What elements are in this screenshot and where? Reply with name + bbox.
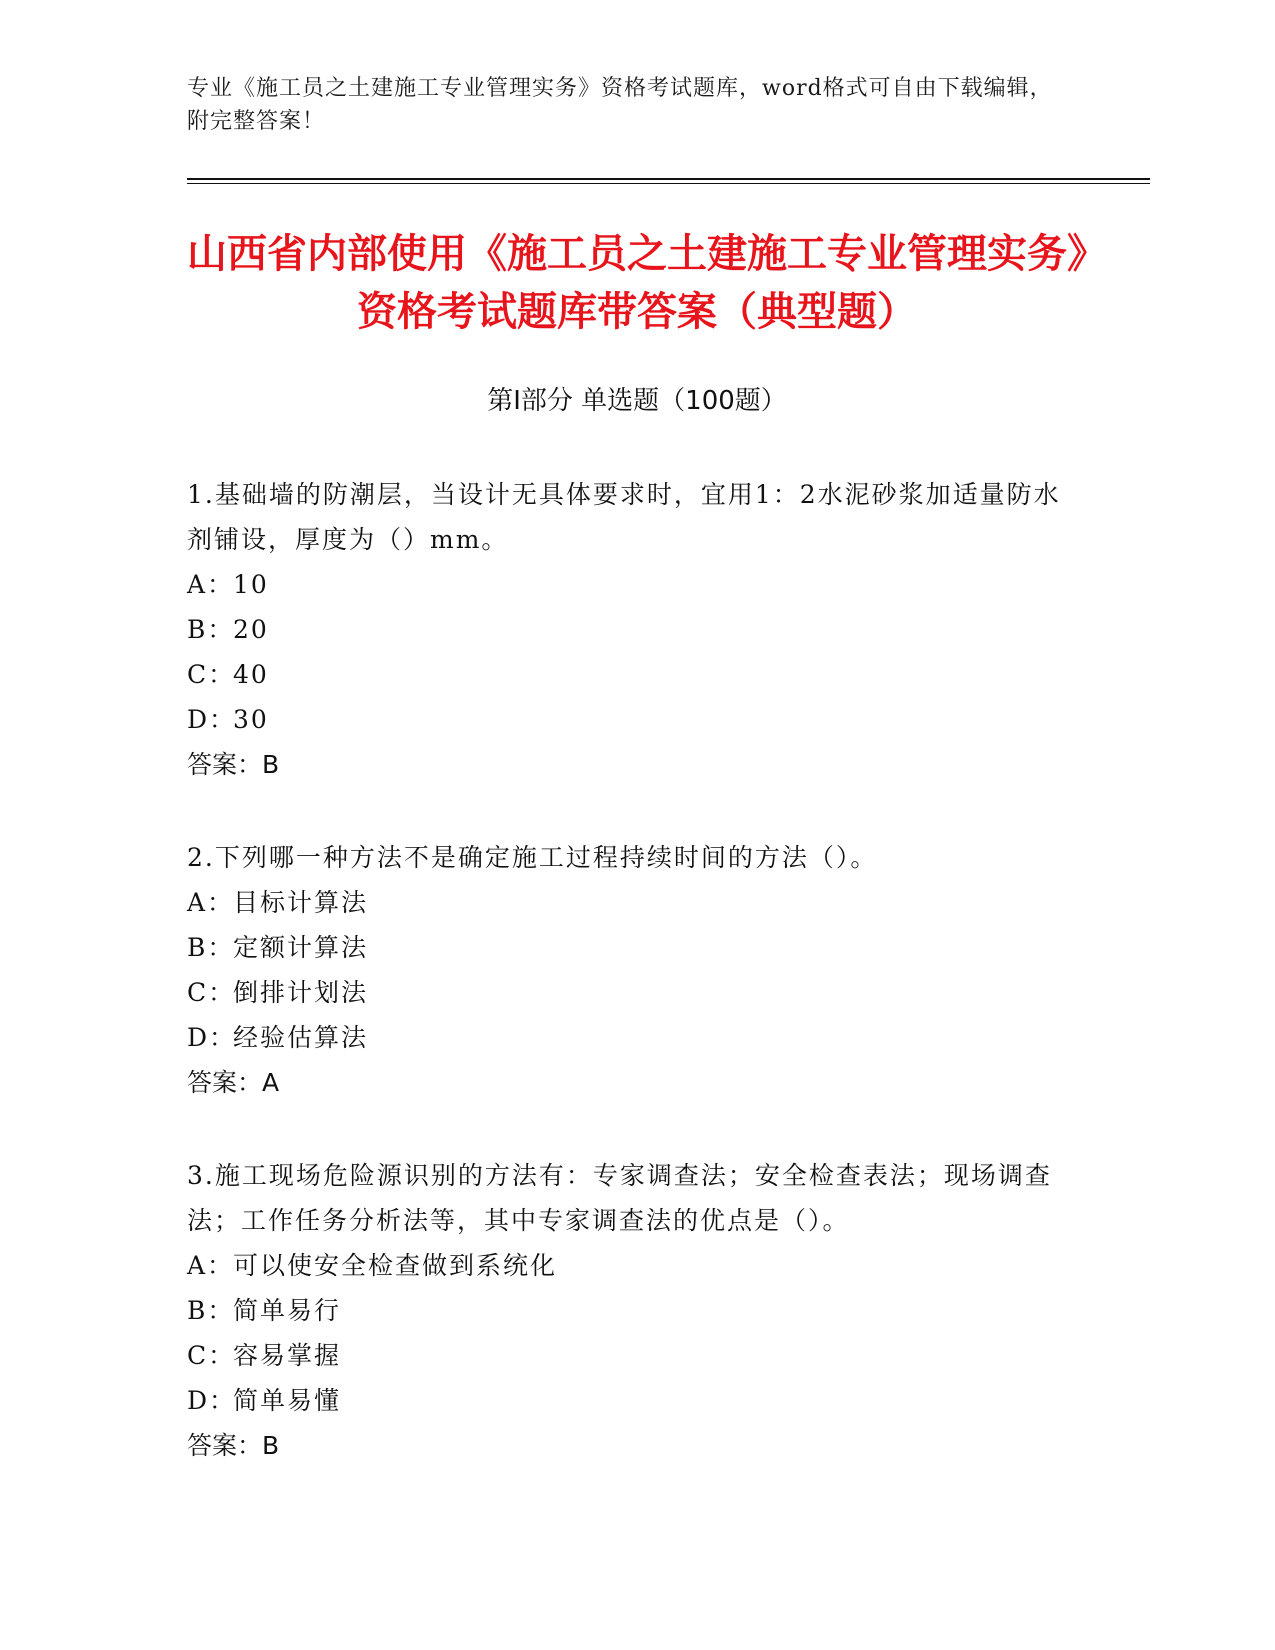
- option-letter: C：: [187, 978, 236, 1007]
- option-letter: B：: [187, 933, 235, 962]
- option-b: [187, 1288, 1087, 1333]
- option-text: 定额计算法: [233, 933, 369, 962]
- option-text: 20: [233, 615, 269, 644]
- option-b: [187, 925, 1087, 970]
- question-1: [187, 472, 1087, 787]
- answer-label: 答案：: [187, 1431, 263, 1460]
- option-text: 40: [233, 660, 269, 689]
- question-stem: 1.基础墙的防潮层，当设计无具体要求时，宜用1：2水泥砂浆加适量防水剂铺设，厚度为（）mm。: [187, 480, 1061, 554]
- answer-label: 答案：: [187, 750, 263, 779]
- option-letter: B：: [187, 1296, 235, 1325]
- option-letter: C：: [187, 1341, 236, 1370]
- answer-line: [187, 1423, 1087, 1468]
- option-d: [187, 697, 1087, 742]
- option-a: [187, 562, 1087, 607]
- option-letter: A：: [187, 570, 235, 599]
- answer-value: B: [262, 750, 280, 779]
- answer-value: A: [262, 1068, 280, 1097]
- header-divider-thick: [187, 178, 1150, 180]
- option-c: [187, 1333, 1087, 1378]
- option-letter: A：: [187, 888, 235, 917]
- question-2: [187, 835, 1087, 1105]
- question-list: [187, 472, 1087, 1516]
- option-d: [187, 1015, 1087, 1060]
- option-c: [187, 652, 1087, 697]
- header-divider-thin: [187, 183, 1150, 184]
- header-note: 专业《施工员之土建施工专业管理实务》资格考试题库，word格式可自由下载编辑，附完整答案！: [187, 76, 1053, 134]
- option-text: 简单易行: [233, 1296, 342, 1325]
- option-d: [187, 1378, 1087, 1423]
- option-letter: D：: [187, 705, 237, 734]
- option-text: 10: [233, 570, 269, 599]
- option-letter: A：: [187, 1251, 235, 1280]
- question-3: [187, 1153, 1087, 1468]
- option-text: 经验估算法: [233, 1023, 369, 1052]
- answer-label: 答案：: [187, 1068, 263, 1097]
- option-letter: B：: [187, 615, 235, 644]
- answer-value: B: [262, 1431, 280, 1460]
- option-c: [187, 970, 1087, 1015]
- option-b: [187, 607, 1087, 652]
- answer-line: [187, 742, 1087, 787]
- question-stem: 3.施工现场危险源识别的方法有：专家调查法；安全检查表法；现场调查法；工作任务分析法等，其中专家调查法的优点是（）。: [187, 1161, 1052, 1235]
- option-text: 简单易懂: [233, 1386, 342, 1415]
- option-letter: D：: [187, 1386, 237, 1415]
- option-text: 30: [233, 705, 269, 734]
- option-text: 可以使安全检查做到系统化: [233, 1251, 558, 1280]
- answer-line: [187, 1060, 1087, 1105]
- option-a: [187, 1243, 1087, 1288]
- option-text: 容易掌握: [233, 1341, 342, 1370]
- option-text: 目标计算法: [233, 888, 369, 917]
- question-stem: 2.下列哪一种方法不是确定施工过程持续时间的方法（）。: [187, 843, 878, 872]
- option-text: 倒排计划法: [233, 978, 369, 1007]
- option-letter: C：: [187, 660, 236, 689]
- section-title: 第I部分 单选题（100题）: [487, 386, 787, 416]
- option-letter: D：: [187, 1023, 237, 1052]
- option-a: [187, 880, 1087, 925]
- document-title: 山西省内部使用《施工员之土建施工专业管理实务》资格考试题库带答案（典型题）: [187, 231, 1087, 335]
